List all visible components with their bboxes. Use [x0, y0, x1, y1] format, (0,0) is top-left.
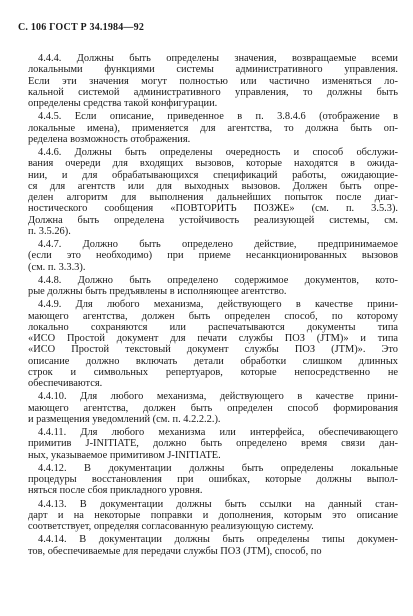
text-line: дарт и на некоторые поправки и дополнения, которым это описание [28, 509, 398, 521]
text-line: 4.4.13. В документации должны быть ссылки на данный стан- [38, 498, 398, 510]
text-line: ностического сообщения «ПОВТОРИТЬ ПОЗЖЕ» (см. п. 3.5.3). [28, 203, 398, 215]
text-line: 4.4.6. Должны быть определены очередность и способ обслужи- [38, 147, 398, 158]
text-line: няться после сбоя прикладного уровня. [28, 485, 203, 497]
text-line: локальными функциями системы административного управления. [28, 64, 398, 76]
text-line: кальной системой административного управления, то должны быть [28, 86, 398, 98]
paragraph [28, 391, 398, 425]
text-line: Должна быть определена устойчивость реализующей системы, см. [28, 214, 398, 226]
text-line: «ИСО Простой текстовый документ службы ПОЗ (JTM)». Это [28, 344, 398, 356]
text-line: примитив J-INITIATE, должно быть определено время связи дан- [28, 438, 398, 450]
paragraph [28, 534, 398, 557]
text-line: и размещения уведомлений (см. п. 4.2.2.2.). [28, 413, 221, 425]
paragraph [28, 427, 398, 461]
text-line: (см. п. 3.3.3). [28, 261, 86, 273]
paragraph [28, 275, 398, 298]
text-line: 4.4.12. В документации должны быть определены локальные [38, 462, 398, 474]
text-line: 4.4.9. Для любого механизма, действующего в качестве прини- [38, 299, 398, 311]
text-line: тов, обеспечиваемые для передачи службы ПОЗ (JTM), способ, по [28, 545, 322, 557]
text-line: соответствует, определяя согласованную реализующую систему. [28, 521, 314, 532]
document-body [28, 53, 398, 559]
text-line: определены средства такой конфигурации. [28, 98, 218, 109]
text-line: локальные имена), применяется для агентства, то должна быть оп- [28, 122, 398, 134]
text-line: 4.4.5. Если описание, приведенное в п. 3.8.4.6 (отображение в [38, 111, 398, 123]
text-line: нии, и для обрабатывающихся спецификаций работы, ожидающие- [28, 169, 398, 181]
paragraph [28, 499, 398, 533]
paragraph [28, 299, 398, 389]
paragraph [28, 463, 398, 497]
text-line: 4.4.14. В документации должны быть определены типы докумен- [38, 534, 398, 546]
text-line: 4.4.7. Должно быть определено действие, предпринимаемое [38, 239, 398, 250]
text-line: (если это необходимо) при приеме несанкционированных вызовов [28, 250, 398, 262]
text-line: ных, указываемое примитивом J-INITIATE. [28, 449, 221, 461]
text-line: 4.4.11. Для любого механизма или интерфейса, обеспечивающего [38, 427, 398, 438]
paragraph [28, 53, 398, 109]
text-line: процедуры восстановления при ошибках, которые должны выпол- [28, 474, 398, 485]
text-line: строк и символьных репертуаров, которые непосредственно не [28, 366, 398, 378]
paragraph [28, 111, 398, 145]
text-line: мающего агентства, должен быть определен способ формирования [28, 402, 398, 414]
text-line: делен алгоритм для выполнения дальнейших попыток после диаг- [28, 192, 398, 203]
page-header: С. 106 ГОСТ Р 34.1984—92 [18, 22, 145, 33]
text-line: ределена возможность отображения. [28, 133, 191, 145]
text-line: «ИСО Простой документ для печати службы ПОЗ (JTM)» и типа [28, 333, 398, 344]
paragraph [28, 147, 398, 237]
text-line: рые должны быть предъявлены в исполняющее агентство. [28, 286, 287, 297]
text-line: Если эти значения могут полностью или частично изменяться ло- [28, 75, 398, 87]
text-line: 4.4.8. Должно быть определено содержимое документов, кото- [38, 274, 398, 286]
text-line: 4.4.4. Должны быть определены значения, возвращаемые всеми [38, 53, 398, 64]
text-line: п. 3.5.26). [28, 225, 71, 237]
text-line: обеспечиваются. [28, 378, 103, 389]
text-line: локально сохраняются или распечатываются документы типа [28, 321, 398, 333]
text-line: ся для агентств или для выходных вызовов. Должен быть опре- [28, 180, 398, 192]
text-line: вания очереди для входящих вызовов, которые находятся в ожида- [28, 158, 398, 170]
text-line: 4.4.10. Для любого механизма, действующего в качестве прини- [38, 391, 398, 403]
paragraph [28, 239, 398, 273]
text-line: мающего агентства, должен быть определен способ, по которому [28, 310, 398, 322]
text-line: описание должно включать детали обработки слишком длинных [28, 355, 398, 367]
